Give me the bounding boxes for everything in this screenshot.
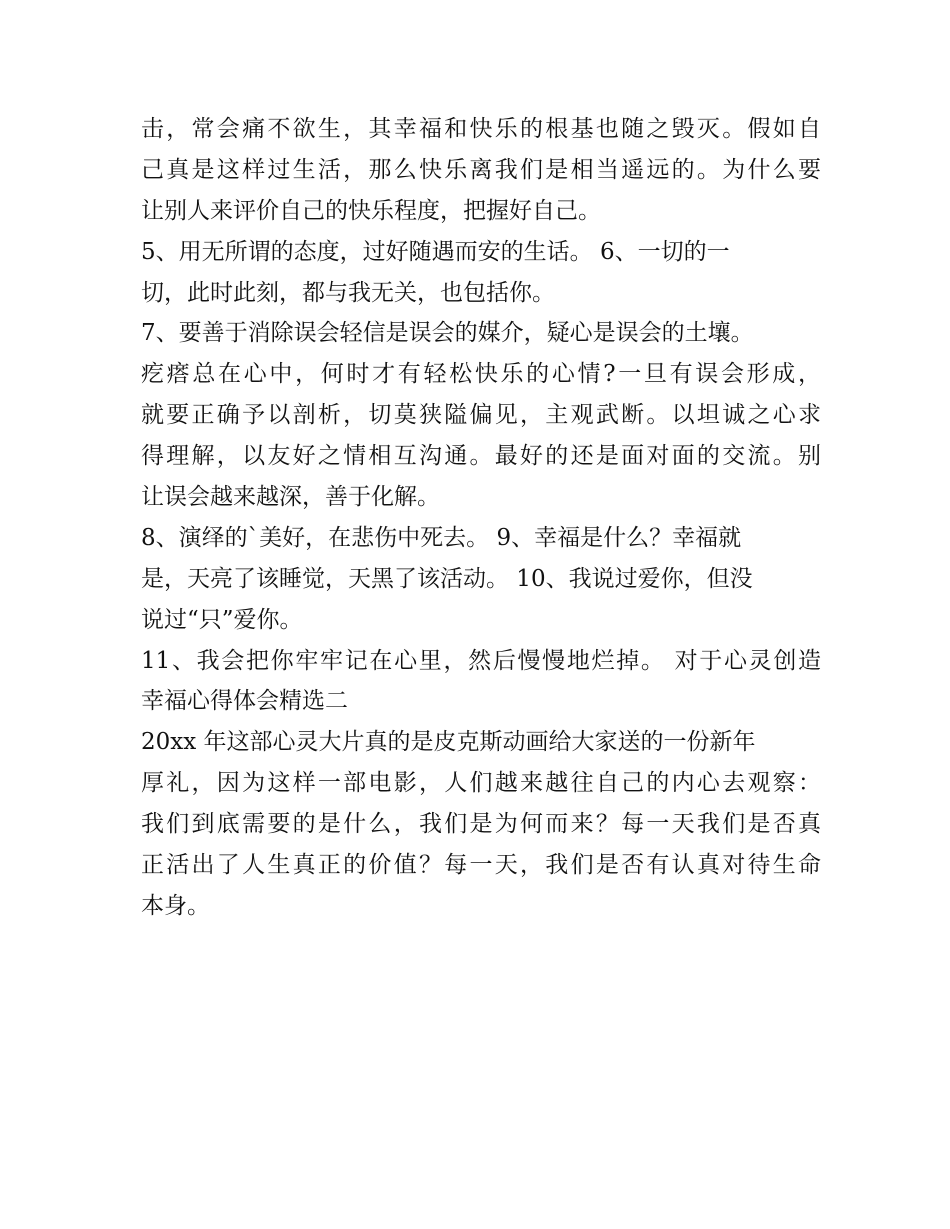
body-text — [141, 109, 821, 927]
text-line: 让误会越来越深，善于化解。 — [141, 484, 440, 511]
text-line: 击，常会痛不欲生，其幸福和快乐的根基也随之毁灭。假如自 — [141, 116, 821, 142]
text-line: 说过“只”爱你。 — [141, 606, 303, 633]
section-title: 幸福心得体会精选二 — [141, 688, 348, 715]
text-line: 厚礼，因为这样一部电影，人们越来越往自己的内心去观察： — [141, 770, 821, 797]
text-line: 疙瘩总在心中，何时才有轻松快乐的心情?一旦有误会形成， — [141, 361, 821, 388]
text-line: 让别人来评价自己的快乐程度，把握好自己。 — [141, 197, 601, 224]
text-line: 8、演绎的`美好，在悲伤中死去。 9、幸福是什么？幸福就 — [141, 524, 742, 551]
text-line: 本身。 — [141, 892, 210, 919]
text-line: 切，此时此刻，都与我无关，也包括你。 — [141, 279, 555, 306]
text-line: 己真是这样过生活，那么快乐离我们是相当遥远的。为什么要 — [141, 156, 821, 183]
text-line: 就要正确予以剖析，切莫狭隘偏见，主观武断。以坦诚之心求 — [141, 402, 821, 429]
text-line: 20xx 年这部心灵大片真的是皮克斯动画给大家送的一份新年 — [141, 729, 756, 756]
text-line: 是，天亮了该睡觉，天黑了该活动。 10、我说过爱你，但没 — [141, 565, 753, 592]
text-line: 7、要善于消除误会轻信是误会的媒介，疑心是误会的土壤。 — [141, 320, 754, 347]
text-line: 正活出了人生真正的价值？每一天，我们是否有认真对待生命 — [141, 852, 821, 879]
text-line: 11、我会把你牢牢记在心里，然后慢慢地烂掉。 对于心灵创造 — [141, 647, 821, 674]
text-line: 5、用无所谓的态度，过好随遇而安的生话。 6、一切的一 — [141, 238, 730, 265]
text-line: 我们到底需要的是什么，我们是为何而来？每一天我们是否真 — [141, 811, 821, 838]
text-line: 得理解，以友好之情相互沟通。最好的还是面对面的交流。别 — [141, 443, 821, 470]
